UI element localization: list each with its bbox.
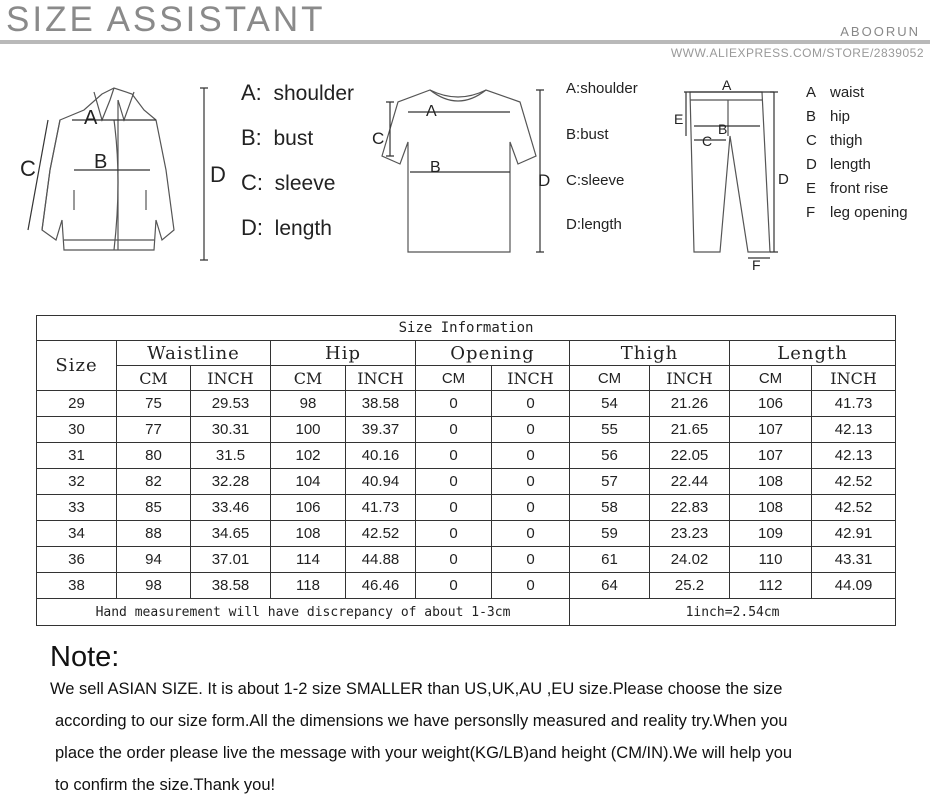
unit-header: CM	[271, 366, 346, 391]
size-cell: 30	[37, 417, 117, 443]
unit-header: INCH	[492, 366, 570, 391]
pants-mark-d: D	[778, 171, 789, 188]
value-cell: 114	[271, 547, 346, 573]
value-cell: 44.09	[812, 573, 896, 599]
pants-legend-item: A waist	[806, 84, 865, 101]
value-cell: 0	[416, 391, 492, 417]
tshirt-mark-c: C	[372, 129, 385, 148]
value-cell: 106	[271, 495, 346, 521]
pants-legend	[806, 84, 908, 228]
group-header-length: Length	[730, 341, 896, 366]
value-cell: 108	[271, 521, 346, 547]
pants-mark-f: F	[752, 257, 761, 272]
tshirt-mark-d: D	[538, 171, 551, 190]
value-cell: 42.52	[812, 495, 896, 521]
value-cell: 44.88	[346, 547, 416, 573]
tshirt-legend-item: A:shoulder	[566, 80, 638, 97]
value-cell: 25.2	[650, 573, 730, 599]
value-cell: 106	[730, 391, 812, 417]
page-title: SIZE ASSISTANT	[6, 0, 326, 39]
unit-header: INCH	[346, 366, 416, 391]
table-row	[37, 417, 896, 443]
header-divider	[0, 40, 930, 44]
value-cell: 100	[271, 417, 346, 443]
store-url: WWW.ALIEXPRESS.COM/STORE/2839052	[670, 46, 924, 60]
value-cell: 108	[730, 495, 812, 521]
value-cell: 0	[416, 443, 492, 469]
value-cell: 0	[492, 469, 570, 495]
tshirt-legend-item: D:length	[566, 216, 622, 233]
value-cell: 32.28	[191, 469, 271, 495]
value-cell: 23.23	[650, 521, 730, 547]
value-cell: 41.73	[812, 391, 896, 417]
size-cell: 32	[37, 469, 117, 495]
note-line: place the order please live the message with your weight(KG/LB)and height (CM/IN).We will help you	[55, 744, 793, 762]
value-cell: 42.52	[346, 521, 416, 547]
value-cell: 55	[570, 417, 650, 443]
pants-mark-a: A	[722, 77, 732, 93]
value-cell: 0	[492, 521, 570, 547]
value-cell: 77	[117, 417, 191, 443]
value-cell: 22.83	[650, 495, 730, 521]
table-row	[37, 573, 896, 599]
pants-mark-c: C	[702, 133, 713, 149]
value-cell: 30.31	[191, 417, 271, 443]
value-cell: 43.31	[812, 547, 896, 573]
tshirt-mark-a: A	[426, 103, 437, 120]
value-cell: 34.65	[191, 521, 271, 547]
pants-legend-item: B hip	[806, 108, 851, 125]
value-cell: 118	[271, 573, 346, 599]
size-cell: 33	[37, 495, 117, 521]
jacket-mark-c: C	[20, 156, 36, 181]
value-cell: 41.73	[346, 495, 416, 521]
pants-diagram	[670, 76, 800, 272]
value-cell: 108	[730, 469, 812, 495]
value-cell: 0	[492, 443, 570, 469]
value-cell: 24.02	[650, 547, 730, 573]
value-cell: 37.01	[191, 547, 271, 573]
pants-mark-b: B	[718, 121, 728, 137]
value-cell: 22.44	[650, 469, 730, 495]
value-cell: 98	[271, 391, 346, 417]
size-table-container	[36, 315, 895, 626]
value-cell: 0	[492, 573, 570, 599]
size-table	[36, 315, 896, 626]
value-cell: 107	[730, 417, 812, 443]
pants-legend-item: D length	[806, 156, 871, 173]
value-cell: 0	[416, 573, 492, 599]
value-cell: 85	[117, 495, 191, 521]
value-cell: 0	[492, 391, 570, 417]
footnote-discrepancy: Hand measurement will have discrepancy of about 1-3cm	[37, 599, 570, 626]
value-cell: 22.05	[650, 443, 730, 469]
value-cell: 0	[416, 469, 492, 495]
value-cell: 33.46	[191, 495, 271, 521]
size-cell: 34	[37, 521, 117, 547]
value-cell: 42.13	[812, 443, 896, 469]
value-cell: 0	[416, 495, 492, 521]
value-cell: 110	[730, 547, 812, 573]
jacket-legend-item: C: sleeve	[241, 170, 336, 195]
value-cell: 88	[117, 521, 191, 547]
table-row	[37, 469, 896, 495]
value-cell: 102	[271, 443, 346, 469]
value-cell: 75	[117, 391, 191, 417]
size-table-body	[37, 391, 896, 599]
note-line: We sell ASIAN SIZE. It is about 1-2 size SMALLER than US,UK,AU ,EU size.Please choose the size	[50, 680, 783, 698]
pants-mark-e: E	[674, 111, 684, 127]
value-cell: 57	[570, 469, 650, 495]
value-cell: 98	[117, 573, 191, 599]
brand-name: ABOORUN	[840, 24, 920, 39]
tshirt-legend-item: B:bust	[566, 126, 609, 143]
note-body	[50, 673, 900, 801]
size-cell: 36	[37, 547, 117, 573]
pants-legend-item: F leg opening	[806, 204, 908, 221]
value-cell: 112	[730, 573, 812, 599]
value-cell: 42.91	[812, 521, 896, 547]
jacket-legend	[241, 80, 354, 260]
value-cell: 21.26	[650, 391, 730, 417]
value-cell: 64	[570, 573, 650, 599]
value-cell: 104	[271, 469, 346, 495]
value-cell: 0	[492, 417, 570, 443]
value-cell: 40.94	[346, 469, 416, 495]
value-cell: 29.53	[191, 391, 271, 417]
table-row	[37, 443, 896, 469]
value-cell: 59	[570, 521, 650, 547]
value-cell: 31.5	[191, 443, 271, 469]
value-cell: 40.16	[346, 443, 416, 469]
unit-header: INCH	[650, 366, 730, 391]
jacket-legend-item: D: length	[241, 215, 332, 240]
tshirt-diagram	[370, 82, 560, 262]
table-row	[37, 391, 896, 417]
jacket-mark-a: A	[84, 107, 98, 129]
value-cell: 42.52	[812, 469, 896, 495]
value-cell: 0	[416, 547, 492, 573]
jacket-legend-item: B: bust	[241, 125, 314, 150]
size-cell: 29	[37, 391, 117, 417]
pants-legend-item: C thigh	[806, 132, 863, 149]
table-row	[37, 521, 896, 547]
value-cell: 42.13	[812, 417, 896, 443]
size-header: Size	[37, 341, 117, 391]
tshirt-mark-b: B	[430, 159, 441, 176]
value-cell: 109	[730, 521, 812, 547]
footnote-conversion: 1inch=2.54cm	[570, 599, 896, 626]
unit-header: CM	[730, 366, 812, 391]
note-line: according to our size form.All the dimensions we have personslly measured and reality try.When you	[55, 712, 788, 730]
unit-header: CM	[570, 366, 650, 391]
value-cell: 54	[570, 391, 650, 417]
table-row	[37, 547, 896, 573]
jacket-diagram	[14, 80, 236, 270]
unit-header: CM	[117, 366, 191, 391]
table-row	[37, 495, 896, 521]
jacket-legend-item: A: shoulder	[241, 80, 355, 105]
pants-legend-item: E front rise	[806, 180, 889, 197]
unit-header: INCH	[812, 366, 896, 391]
unit-header: CM	[416, 366, 492, 391]
value-cell: 61	[570, 547, 650, 573]
value-cell: 56	[570, 443, 650, 469]
jacket-mark-b: B	[94, 151, 108, 173]
tshirt-legend	[566, 80, 638, 260]
jacket-mark-d: D	[210, 162, 226, 187]
value-cell: 39.37	[346, 417, 416, 443]
group-header-hip: Hip	[271, 341, 416, 366]
value-cell: 0	[416, 417, 492, 443]
value-cell: 0	[492, 495, 570, 521]
group-header-opening: Opening	[416, 341, 570, 366]
value-cell: 46.46	[346, 573, 416, 599]
note-line: to confirm the size.Thank you!	[55, 776, 276, 794]
group-header-waistline: Waistline	[117, 341, 271, 366]
tshirt-legend-item: C:sleeve	[566, 172, 625, 189]
size-cell: 38	[37, 573, 117, 599]
value-cell: 21.65	[650, 417, 730, 443]
value-cell: 58	[570, 495, 650, 521]
size-cell: 31	[37, 443, 117, 469]
value-cell: 38.58	[191, 573, 271, 599]
unit-header: INCH	[191, 366, 271, 391]
value-cell: 0	[492, 547, 570, 573]
value-cell: 82	[117, 469, 191, 495]
table-caption: Size Information	[37, 316, 896, 341]
note-title: Note:	[50, 641, 120, 673]
value-cell: 0	[416, 521, 492, 547]
value-cell: 107	[730, 443, 812, 469]
value-cell: 94	[117, 547, 191, 573]
value-cell: 80	[117, 443, 191, 469]
value-cell: 38.58	[346, 391, 416, 417]
group-header-thigh: Thigh	[570, 341, 730, 366]
